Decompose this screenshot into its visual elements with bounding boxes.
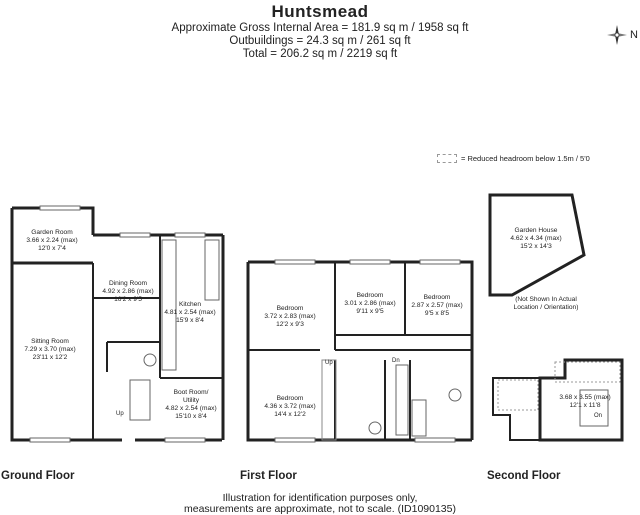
ground-floor-label: Ground Floor bbox=[1, 470, 75, 482]
disclaimer-line-1: Illustration for identification purposes only, bbox=[222, 492, 418, 504]
plan-title: Huntsmead bbox=[271, 2, 369, 21]
bedroom-3-imperial: 9'5 x 8'5 bbox=[424, 310, 450, 317]
second-floor-label: Second Floor bbox=[487, 470, 561, 482]
bedroom-4-name: Bedroom bbox=[276, 395, 304, 402]
boot-room-imperial: 15'10 x 8'4 bbox=[175, 413, 207, 420]
sitting-room-imperial: 23'11 x 12'2 bbox=[32, 354, 68, 361]
bedroom-2-name: Bedroom bbox=[356, 292, 384, 299]
attic-imperial: 12'1 x 11'8 bbox=[569, 402, 601, 409]
garden-house-imperial: 15'2 x 14'3 bbox=[520, 243, 552, 250]
disclaimer-line-2: measurements are approximate, not to scale. (ID1090135) bbox=[184, 503, 456, 515]
gross-area-text: Approximate Gross Internal Area = 181.9 sq m / 1958 sq ft bbox=[171, 22, 469, 34]
bedroom-3-name: Bedroom bbox=[423, 294, 451, 301]
bedroom-3-metric: 2.87 x 2.57 (max) bbox=[411, 302, 463, 309]
first-up-marker: Up bbox=[325, 360, 333, 366]
outbuildings-area-text: Outbuildings = 24.3 sq m / 261 sq ft bbox=[229, 35, 411, 47]
bedroom-4-metric: 4.36 x 3.72 (max) bbox=[264, 403, 316, 410]
total-area-text: Total = 206.2 sq m / 2219 sq ft bbox=[242, 48, 398, 60]
dining-room-metric: 4.92 x 2.86 (max) bbox=[102, 288, 154, 295]
first-floor-label: First Floor bbox=[240, 470, 297, 482]
kitchen-metric: 4.81 x 2.54 (max) bbox=[164, 309, 216, 316]
bedroom-4-imperial: 14'4 x 12'2 bbox=[274, 411, 306, 418]
second-floor-labels bbox=[559, 394, 610, 419]
boot-room-name-2: Utility bbox=[182, 397, 200, 404]
first-down-marker: Dn bbox=[392, 358, 400, 364]
boot-room-metric: 4.82 x 2.54 (max) bbox=[165, 405, 217, 412]
bedroom-2-metric: 3.01 x 2.86 (max) bbox=[344, 300, 396, 307]
sitting-room-name: Sitting Room bbox=[31, 338, 69, 345]
garden-room-metric: 3.66 x 2.24 (max) bbox=[26, 237, 78, 244]
garden-house-note-1: (Not Shown In Actual bbox=[515, 296, 577, 303]
garden-room-imperial: 12'0 x 7'4 bbox=[38, 245, 66, 252]
garden-house-name: Garden House bbox=[514, 227, 558, 234]
garden-house-labels bbox=[510, 227, 578, 311]
kitchen-name: Kitchen bbox=[179, 301, 201, 308]
ground-floor-labels bbox=[24, 229, 216, 420]
bedroom-1-imperial: 12'2 x 9'3 bbox=[276, 321, 304, 328]
bedroom-2-imperial: 9'11 x 9'5 bbox=[356, 308, 384, 315]
garden-house-note-2: Location / Orientation) bbox=[513, 304, 579, 311]
dining-room-name: Dining Room bbox=[108, 280, 148, 287]
boot-room-name: Boot Room/ bbox=[173, 389, 209, 396]
kitchen-imperial: 15'9 x 8'4 bbox=[176, 317, 204, 324]
ground-up-marker: Up bbox=[116, 411, 124, 417]
bedroom-1-metric: 3.72 x 2.83 (max) bbox=[264, 313, 316, 320]
sitting-room-metric: 7.29 x 3.70 (max) bbox=[24, 346, 76, 353]
attic-metric: 3.68 x 3.55 (max) bbox=[559, 394, 611, 401]
garden-room-name: Garden Room bbox=[31, 229, 73, 236]
legend-text: = Reduced headroom below 1.5m / 5'0 bbox=[461, 154, 590, 163]
garden-house-metric: 4.62 x 4.34 (max) bbox=[510, 235, 562, 242]
dining-room-imperial: 16'2 x 9'5 bbox=[114, 296, 142, 303]
bedroom-1-name: Bedroom bbox=[276, 305, 304, 312]
second-on-marker: On bbox=[594, 413, 603, 419]
first-floor-labels bbox=[264, 292, 462, 418]
compass-north-label: N bbox=[630, 29, 638, 41]
